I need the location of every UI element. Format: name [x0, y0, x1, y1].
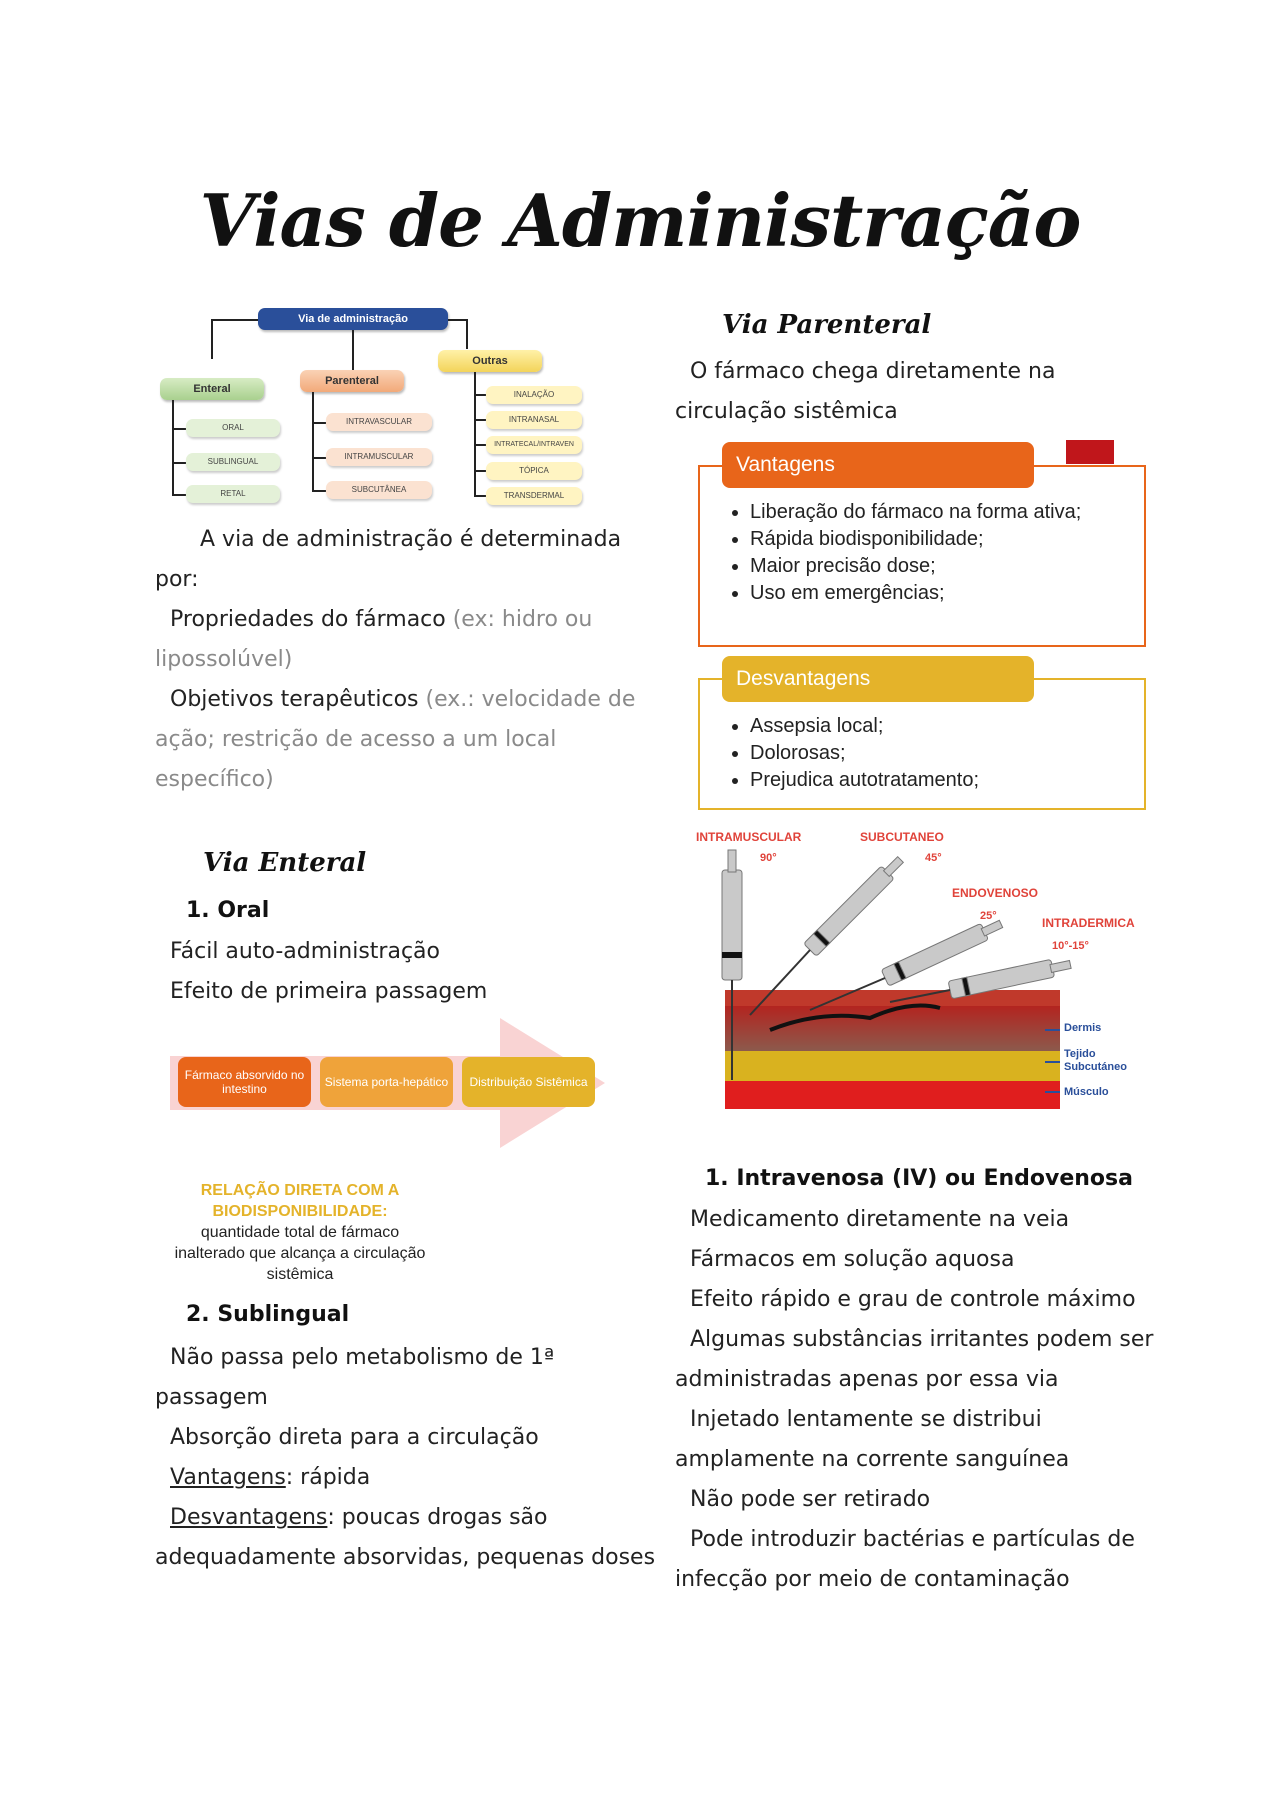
intro-line-1: A via de administração é determinada — [200, 527, 622, 552]
iv-line-10: infecção por meio de contaminação — [675, 1567, 1070, 1592]
label-intradermica: INTRADERMICA — [1042, 916, 1135, 930]
desvantagens-item: • Assepsia local; — [750, 714, 1132, 738]
org-leaf: TÓPICA — [486, 462, 582, 480]
label-intramuscular: INTRAMUSCULAR — [696, 830, 802, 844]
desvantagens-item: • Dolorosas; — [750, 741, 1132, 765]
obj-line-2: ação; restrição de acesso a um local — [155, 727, 557, 752]
angle-intramuscular: 90° — [760, 852, 777, 864]
bioavailability-body: quantidade total de fármaco inalterado que alcança a circulação sistêmica — [174, 1224, 426, 1283]
org-leaf: TRANSDERMAL — [486, 487, 582, 505]
par-line-1: O fármaco chega diretamente na — [690, 359, 1056, 384]
label-subcutaneo: SUBCUTANEO — [860, 830, 944, 844]
iv-line-6: Injetado lentamente se distribui — [690, 1407, 1042, 1432]
sub-line-3: Absorção direta para a circulação — [170, 1425, 539, 1450]
iv-line-2: Fármacos em solução aquosa — [690, 1247, 1015, 1272]
vantagens-item: • Maior precisão dose; — [750, 554, 1132, 578]
sub-line-2: passagem — [155, 1385, 268, 1410]
desvantagens-item: • Prejudica autotratamento; — [750, 768, 1132, 792]
vantagens-label: Vantagens — [170, 1465, 286, 1490]
obj-note: (ex.: velocidade de — [418, 687, 636, 712]
sub-line-1: Não passa pelo metabolismo de 1ª — [170, 1345, 555, 1370]
org-root: Via de administração — [258, 308, 448, 330]
org-enteral: Enteral — [160, 378, 264, 400]
iv-line-4: Algumas substâncias irritantes podem ser — [690, 1327, 1154, 1352]
injection-diagram — [690, 830, 1150, 1110]
org-leaf: RETAL — [186, 485, 280, 503]
obj-line-1 — [170, 680, 635, 720]
iv-heading: 1. Intravenosa (IV) ou Endovenosa — [705, 1166, 1133, 1191]
angle-endovenoso: 25° — [980, 910, 997, 922]
org-leaf: SUBLINGUAL — [186, 453, 280, 471]
org-outras: Outras — [438, 350, 542, 372]
vantagens-item: • Rápida biodisponibilidade; — [750, 527, 1132, 551]
bioavailability-note — [165, 1180, 435, 1285]
org-leaf: INTRANASAL — [486, 411, 582, 429]
vantagens-list — [732, 500, 1132, 608]
prop-main: Propriedades do fármaco — [170, 607, 446, 632]
org-leaf: INTRAVASCULAR — [326, 413, 432, 431]
flow-step: Fármaco absorvido no intestino — [178, 1057, 311, 1107]
desvantagens-label: Desvantagens — [170, 1505, 328, 1530]
flow-step: Sistema porta-hepático — [320, 1057, 453, 1107]
vantagens-item: • Uso em emergências; — [750, 581, 1132, 605]
prop-line-2: lipossolúvel) — [155, 647, 293, 672]
enteral-heading: Via Enteral — [203, 848, 367, 878]
org-leaf: INTRAMUSCULAR — [326, 448, 432, 466]
desvantagens-list — [732, 714, 1132, 795]
sublingual-heading: 2. Sublingual — [186, 1302, 350, 1327]
parenteral-heading: Via Parenteral — [722, 310, 932, 340]
org-leaf: ORAL — [186, 419, 280, 437]
layer-subcutaneous: Tejido Subcutáneo — [1064, 1048, 1127, 1073]
iv-line-7: amplamente na corrente sanguínea — [675, 1447, 1070, 1472]
bioavailability-title: RELAÇÃO DIRETA COM A BIODISPONIBILIDADE: — [200, 1182, 400, 1220]
desvantagens-text: : poucas drogas são — [327, 1505, 548, 1530]
obj-line-3: específico) — [155, 767, 274, 792]
oral-heading: 1. Oral — [186, 898, 270, 923]
sub-vantagens — [170, 1458, 370, 1498]
iv-line-8: Não pode ser retirado — [690, 1487, 931, 1512]
oral-line-1: Fácil auto-administração — [170, 939, 440, 964]
intro-line-2: por: — [155, 567, 199, 592]
sub-desvantagens — [170, 1498, 548, 1538]
angle-intradermica: 10°-15° — [1052, 940, 1089, 952]
iv-line-1: Medicamento diretamente na veia — [690, 1207, 1070, 1232]
oral-line-2: Efeito de primeira passagem — [170, 979, 488, 1004]
org-parenteral: Parenteral — [300, 370, 404, 392]
layer-muscle: Músculo — [1064, 1086, 1109, 1098]
label-endovenoso: ENDOVENOSO — [952, 886, 1039, 900]
iv-line-9: Pode introduzir bactérias e partículas de — [690, 1527, 1135, 1552]
org-leaf: INALAÇÃO — [486, 386, 582, 404]
vantagens-item: • Liberação do fármaco na forma ativa; — [750, 500, 1132, 524]
layer-dermis: Dermis — [1064, 1022, 1102, 1034]
par-line-2: circulação sistêmica — [675, 399, 898, 424]
obj-main: Objetivos terapêuticos — [170, 687, 419, 712]
vantagens-header: Vantagens — [722, 442, 1034, 488]
prop-line-1 — [170, 600, 592, 640]
sub-line-6: adequadamente absorvidas, pequenas doses — [155, 1545, 656, 1570]
page-title: Vias de Administração — [199, 178, 1081, 263]
red-marker — [1066, 440, 1114, 464]
flow-step: Distribuição Sistêmica — [462, 1057, 595, 1107]
angle-subcutaneo: 45° — [925, 852, 942, 864]
prop-note: (ex: hidro ou — [445, 607, 593, 632]
desvantagens-header: Desvantagens — [722, 656, 1034, 702]
org-leaf: SUBCUTÂNEA — [326, 481, 432, 499]
vantagens-text: : rápida — [285, 1465, 371, 1490]
iv-line-3: Efeito rápido e grau de controle máximo — [690, 1287, 1136, 1312]
org-leaf: INTRATECAL/INTRAVEN — [486, 436, 582, 454]
iv-line-5: administradas apenas por essa via — [675, 1367, 1059, 1392]
